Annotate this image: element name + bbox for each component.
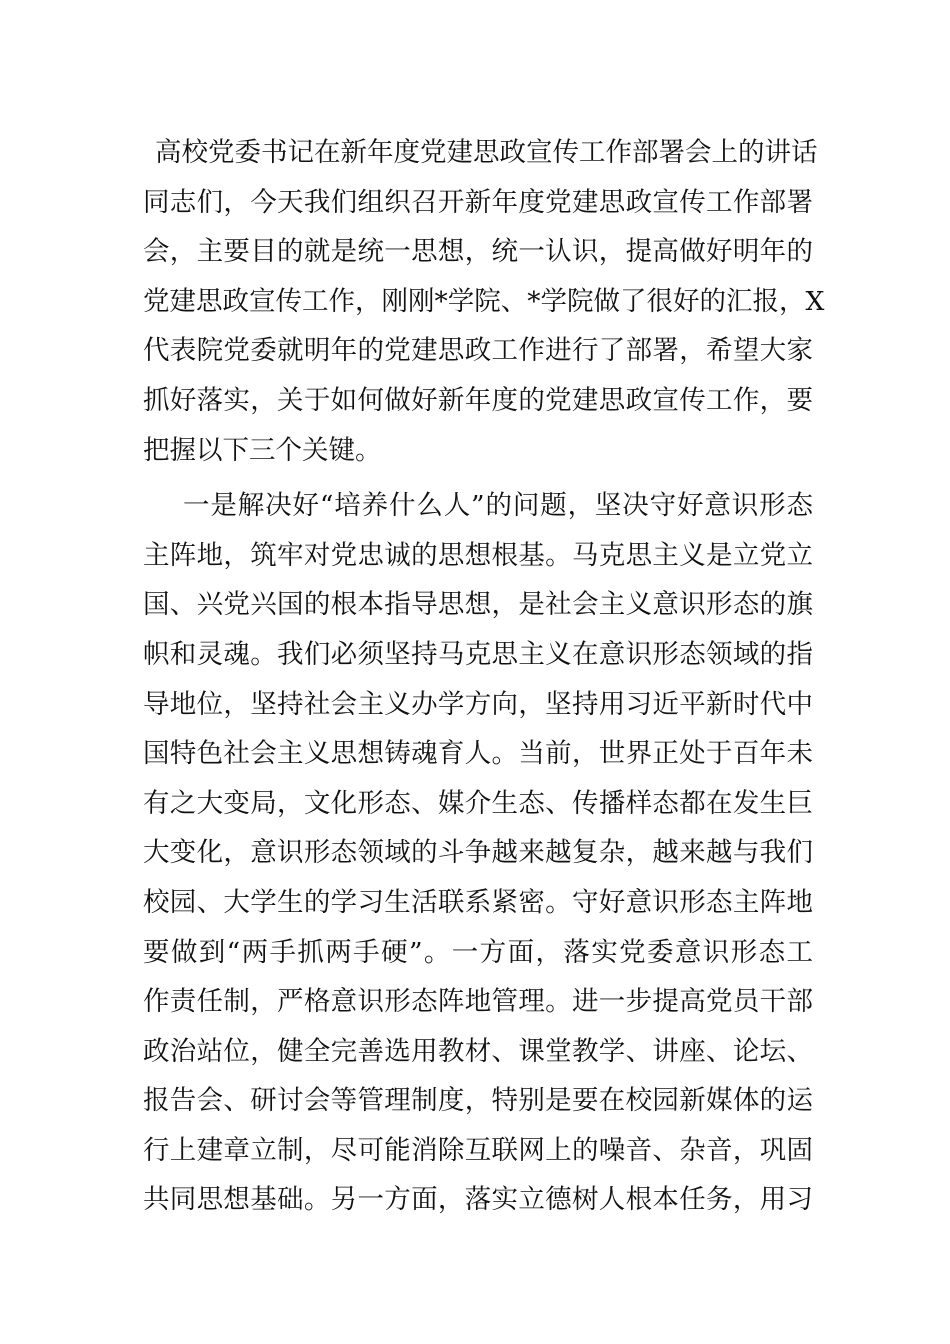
document-title: 高校党委书记在新年度党建思政宣传工作部署会上的讲话 (155, 137, 818, 168)
paragraph-line: 抓好落实，关于如何做好新年度的党建思政宣传工作，要 (143, 384, 813, 416)
paragraph-line: 同志们，今天我们组织召开新年度党建思政宣传工作部署 (143, 186, 813, 218)
paragraph-line: 代表院党委就明年的党建思政工作进行了部署，希望大家 (143, 335, 813, 367)
paragraph-line: 帜和灵魂。我们必须坚持马克思主义在意识形态领域的指 (143, 638, 813, 670)
paragraph-line: 作责任制，严格意识形态阵地管理。进一步提高党员干部 (143, 986, 813, 1018)
paragraph-line: 报告会、研讨会等管理制度，特别是要在校园新媒体的运 (143, 1085, 813, 1117)
paragraph-line: 把握以下三个关键。 (143, 434, 382, 466)
paragraph-line: 共同思想基础。另一方面，落实立德树人根本任务，用习 (143, 1184, 813, 1216)
document-body (143, 128, 825, 1225)
paragraph-2 (143, 481, 813, 1225)
paragraph-line: 政治站位，健全完善选用教材、课堂教学、讲座、论坛、 (143, 1035, 813, 1067)
paragraph-line: 行上建章立制，尽可能消除互联网上的噪音、杂音，巩固 (143, 1134, 813, 1166)
paragraph-line: 有之大变局，文化形态、媒介生态、传播样态都在发生巨 (143, 787, 813, 819)
paragraph-line: 一是解决好“培养什么人”的问题，坚决守好意识形态 (183, 490, 813, 522)
paragraph-line: 导地位，坚持社会主义办学方向，坚持用习近平新时代中 (143, 688, 813, 720)
paragraph-line: 大变化，意识形态领域的斗争越来越复杂，越来越与我们 (143, 837, 813, 869)
paragraph-line: 会，主要目的就是统一思想，统一认识，提高做好明年的 (143, 236, 813, 268)
paragraph-line: 党建思政宣传工作，刚刚*学院、*学院做了很好的汇报，X (143, 285, 825, 317)
paragraph-1 (143, 178, 825, 476)
paragraph-line: 国、兴党兴国的根本指导思想，是社会主义意识形态的旗 (143, 589, 813, 621)
paragraph-line: 要做到“两手抓两手硬”。一方面，落实党委意识形态工 (143, 936, 813, 968)
paragraph-line: 主阵地，筑牢对党忠诚的思想根基。马克思主义是立党立 (143, 539, 813, 571)
paragraph-line: 国特色社会主义思想铸魂育人。当前，世界正处于百年未 (143, 738, 813, 770)
paragraph-line: 校园、大学生的学习生活联系紧密。守好意识形态主阵地 (143, 886, 813, 918)
